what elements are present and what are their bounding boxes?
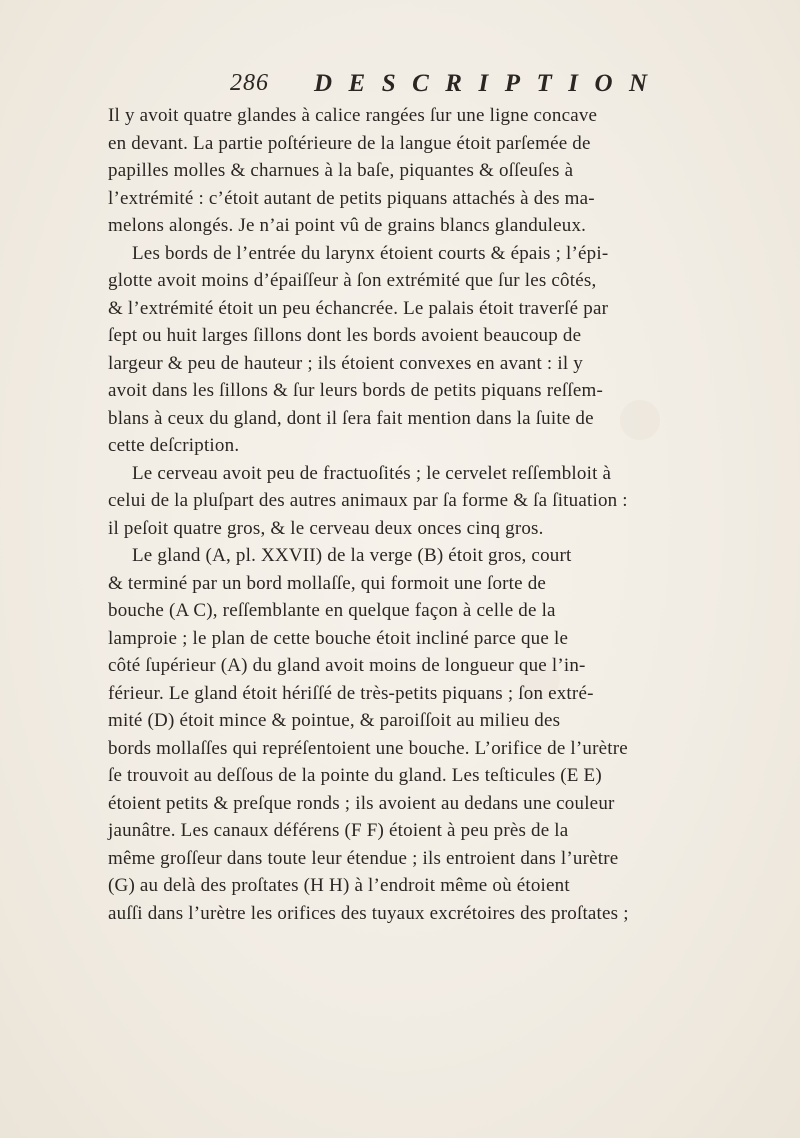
text-line: en devant. La partie poſtérieure de la langue étoit parſemée de	[108, 132, 591, 154]
text-line: auſſi dans l’urètre les orifices des tuyaux excrétoires des proſtates ;	[108, 902, 629, 924]
text-line: Il y avoit quatre glandes à calice rangées ſur une ligne concave	[108, 105, 598, 126]
text-line: ſe trouvoit au deſſous de la pointe du gland. Les teſticules (E E)	[108, 765, 602, 786]
text-line: largeur & peu de hauteur ; ils étoient convexes en avant : il y	[108, 352, 583, 374]
text-line: il peſoit quatre gros, & le cerveau deux onces cinq gros.	[108, 517, 544, 539]
text-line: ſept ou huit larges ſillons dont les bords avoient beaucoup de	[108, 325, 582, 346]
text-line: l’extrémité : c’étoit autant de petits piquans attachés à des ma-	[108, 187, 595, 209]
text-line: étoient petits & preſque ronds ; ils avoient au dedans une couleur	[108, 792, 615, 814]
text-line: papilles molles & charnues à la baſe, piquantes & oſſeuſes à	[108, 160, 574, 181]
text-line: melons alongés. Je n’ai point vû de grains blancs glanduleux.	[108, 215, 587, 236]
text-line: même groſſeur dans toute leur étendue ; ils entroient dans l’urètre	[108, 847, 619, 869]
text-line: Le cerveau avoit peu de fractuoſités ; le cervelet reſſembloit à	[132, 462, 612, 484]
page-number: 286	[230, 70, 269, 96]
text-line: avoit dans les ſillons & ſur leurs bords de petits piquans reſſem-	[108, 380, 603, 401]
text-line: celui de la pluſpart des autres animaux par ſa forme & ſa ſituation :	[108, 490, 628, 511]
text-line: mité (D) étoit mince & pointue, & paroiſſoit au milieu des	[108, 710, 561, 731]
running-head: DESCRIPTION	[314, 70, 664, 97]
text-line: bords mollaſſes qui repréſentoient une bouche. L’orifice de l’urètre	[108, 737, 628, 759]
text-line: (G) au delà des proſtates (H H) à l’endroit même où étoient	[108, 875, 570, 896]
text-line: bouche (A C), reſſemblante en quelque façon à celle de la	[108, 600, 556, 621]
text-line: jaunâtre. Les canaux déférens (F F) étoient à peu près de la	[108, 820, 569, 841]
body-text	[108, 102, 793, 927]
text-line: côté ſupérieur (A) du gland avoit moins de longueur que l’in-	[108, 655, 586, 676]
text-line: lamproie ; le plan de cette bouche étoit incliné parce que le	[108, 627, 569, 649]
text-line: & l’extrémité étoit un peu échancrée. Le palais étoit traverſé par	[108, 297, 609, 319]
text-line: férieur. Le gland étoit hériſſé de très-petits piquans ; ſon extré-	[108, 682, 594, 704]
text-line: cette deſcription.	[108, 435, 240, 456]
text-line: glotte avoit moins d’épaiſſeur à ſon extrémité que ſur les côtés,	[108, 270, 597, 291]
text-line: blans à ceux du gland, dont il ſera fait mention dans la ſuite de	[108, 407, 594, 429]
text-line: Les bords de l’entrée du larynx étoient courts & épais ; l’épi-	[132, 242, 609, 264]
text-line: Le gland (A, pl. XXVII) de la verge (B) étoit gros, court	[132, 545, 572, 566]
text-line: & terminé par un bord mollaſſe, qui formoit une ſorte de	[108, 572, 547, 594]
